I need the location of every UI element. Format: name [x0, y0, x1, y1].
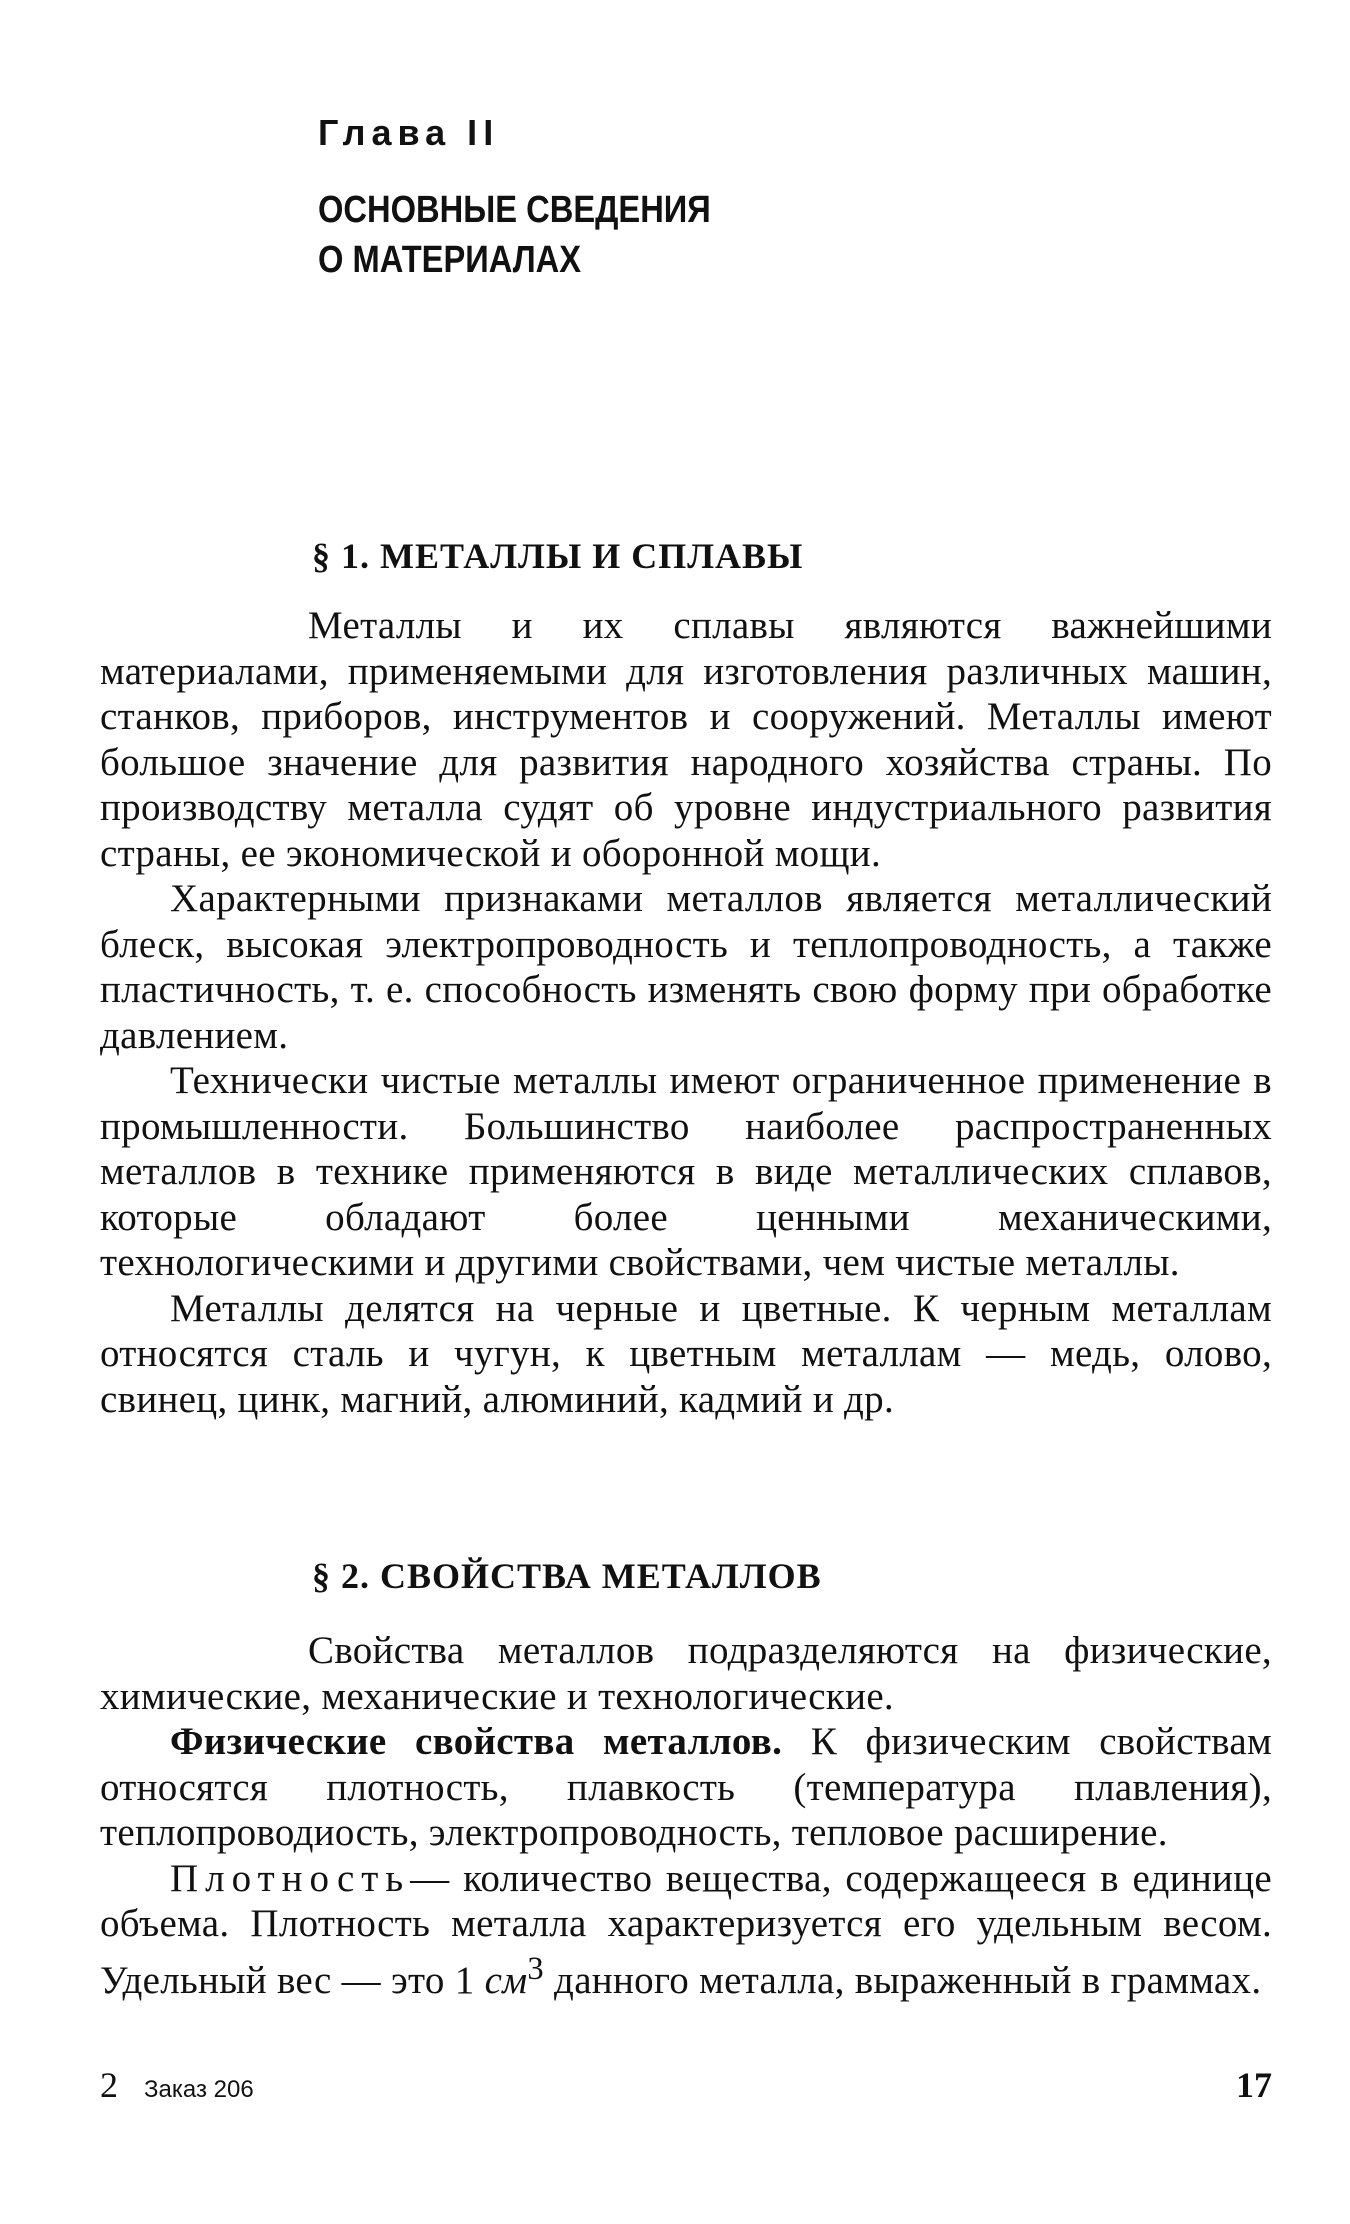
chapter-title [318, 185, 711, 285]
physical-properties-text: К физическим свойствам относятся плотность, плавкость (температура плавления), теплопроводиость, электропроводность, тепловое расширение. [100, 1720, 1272, 1854]
chapter-label: Глава II [318, 112, 500, 153]
physical-properties-title: Физические свойства металлов. [170, 1720, 783, 1763]
chapter-title-line-1: ОСНОВНЫЕ СВЕДЕНИЯ [318, 189, 711, 231]
page-number: 17 [1236, 2065, 1272, 2105]
section-1-heading: § 1. МЕТАЛЛЫ И СПЛАВЫ [312, 536, 804, 576]
page-footer-signature [100, 2064, 254, 2106]
density-unit: см [484, 1958, 528, 2002]
density-text-b: данного металла, выраженный в граммах. [554, 1958, 1262, 2002]
paragraph: Технически чистые металлы имеют ограниченное применение в промышленности. Большинство наиболее распространенных металлов в технике применяются в виде металлических сплавов, которые обладают более ценными механическими, технологическими и другими свойствами, чем чистые металлы. [100, 1059, 1272, 1284]
paragraph: Металлы делятся на черные и цветные. К черным металлам относятся сталь и чугун, к цветным металлам — медь, олово, свинец, цинк, магний, алюминий, кадмий и др. [100, 1286, 1272, 1421]
paragraph: Свойства металлов подразделяются на физические, химические, механические и технологические. [100, 1629, 1272, 1718]
density-term: Плотность [170, 1856, 411, 1900]
paragraph: Металлы и их сплавы являются важнейшими материалами, применяемыми для изготовления различных машин, станков, приборов, инструментов и сооружений. Металлы имеют большое значение для развития народного хозяйства страны. По производству металла судят об уровне индустриального развития страны, ее экономической и оборонной мощи. [100, 604, 1272, 875]
density-text-a: — количество вещества, содержащееся в единице объема. Плотность металла характеризуется его удельным весом. Удельный вес — это 1 [100, 1856, 1272, 2002]
signature-number: 2 [100, 2065, 118, 2105]
section-2-body [100, 1628, 1272, 2003]
section-2-heading: § 2. СВОЙСТВА МЕТАЛЛОВ [312, 1556, 822, 1596]
density-unit-exponent: 3 [527, 1950, 544, 1987]
order-label: Заказ 206 [144, 2076, 254, 2103]
paragraph: Характерными признаками металлов является металлический блеск, высокая электропроводность и теплопроводность, а также пластичность, т. е. способность изменять свою форму при обработке давлением. [100, 877, 1272, 1057]
chapter-title-line-2: О МАТЕРИАЛАХ [318, 239, 582, 281]
paragraph [100, 1856, 1272, 2004]
section-1-body [100, 603, 1272, 1422]
paragraph [100, 1719, 1272, 1856]
